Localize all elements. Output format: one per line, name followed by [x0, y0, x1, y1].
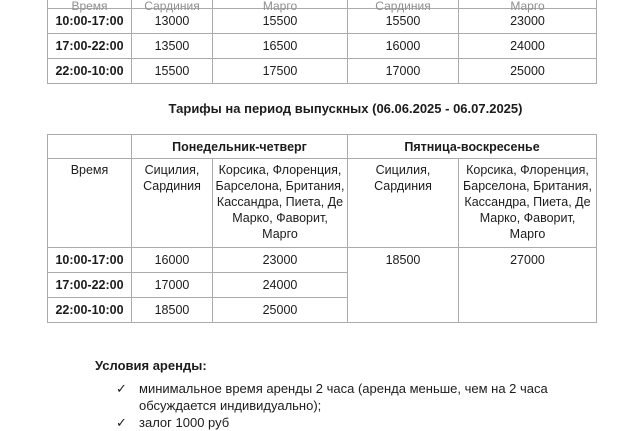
tariff-table-graduation: [47, 134, 597, 323]
time-range-cell: 10:00-17:00: [48, 9, 132, 34]
clipped-cell: Марго: [213, 0, 348, 9]
price-cell: 23000: [213, 248, 348, 273]
clipped-cell: Сардиния: [348, 0, 459, 9]
price-cell-merged: 18500: [348, 248, 459, 323]
price-cell: 16500: [213, 34, 348, 59]
price-cell: 15500: [213, 9, 348, 34]
list-item-text: минимальное время аренды 2 часа (аренда меньше, чем на 2 часа обсуждается индивидуально);: [139, 381, 548, 413]
checkmark-icon: ✓: [116, 415, 127, 430]
time-range-cell: 22:00-10:00: [48, 59, 132, 84]
boat-group-cell: Сицилия, Сардиния: [348, 159, 459, 248]
price-cell: 25000: [459, 59, 597, 84]
price-cell-merged: 27000: [459, 248, 597, 323]
price-cell: 23000: [459, 9, 597, 34]
table-row: [48, 34, 597, 59]
table-row-clipped: [48, 0, 597, 9]
conditions-title: Условия аренды:: [95, 358, 207, 373]
time-range-cell: 17:00-22:00: [48, 34, 132, 59]
table-row: [48, 59, 597, 84]
list-item: [116, 380, 587, 414]
checkmark-icon: ✓: [116, 381, 127, 396]
price-cell: 17000: [132, 273, 213, 298]
column-group-weekend: Пятница-воскресенье: [348, 135, 597, 159]
table-row: [48, 248, 597, 273]
price-cell: 17000: [348, 59, 459, 84]
boat-group-cell: Корсика, Флоренция, Барселона, Британия, Кассандра, Пиета, Де Марко, Фаворит, Марго: [459, 159, 597, 248]
price-cell: 15500: [132, 59, 213, 84]
clipped-cell: Время: [48, 0, 132, 9]
table-subheader-row: [48, 159, 597, 248]
clipped-cell: Марго: [459, 0, 597, 9]
column-group-weekdays: Понедельник-четверг: [132, 135, 348, 159]
boat-group-cell: Сицилия, Сардиния: [132, 159, 213, 248]
price-cell: 17500: [213, 59, 348, 84]
price-cell: 13500: [132, 34, 213, 59]
time-header-cell: Время: [48, 159, 132, 248]
clipped-cell: Сардиния: [132, 0, 213, 9]
tariff-table-regular: [47, 0, 597, 84]
time-range-cell: 17:00-22:00: [48, 273, 132, 298]
time-range-cell: 22:00-10:00: [48, 298, 132, 323]
price-cell: 25000: [213, 298, 348, 323]
price-cell: 24000: [213, 273, 348, 298]
list-item-partial: [116, 414, 587, 431]
table-header-row: [48, 135, 597, 159]
empty-header-cell: [48, 135, 132, 159]
price-cell: 24000: [459, 34, 597, 59]
price-cell: 18500: [132, 298, 213, 323]
section-title: Тарифы на период выпускных (06.06.2025 - 06.07.2025): [168, 101, 523, 116]
price-cell: 15500: [348, 9, 459, 34]
price-cell: 16000: [132, 248, 213, 273]
boat-group-cell: Корсика, Флоренция, Барселона, Британия, Кассандра, Пиета, Де Марко, Фаворит, Марго: [213, 159, 348, 248]
list-item-text: залог 1000 руб: [139, 415, 230, 430]
time-range-cell: 10:00-17:00: [48, 248, 132, 273]
price-cell: 16000: [348, 34, 459, 59]
price-cell: 13000: [132, 9, 213, 34]
